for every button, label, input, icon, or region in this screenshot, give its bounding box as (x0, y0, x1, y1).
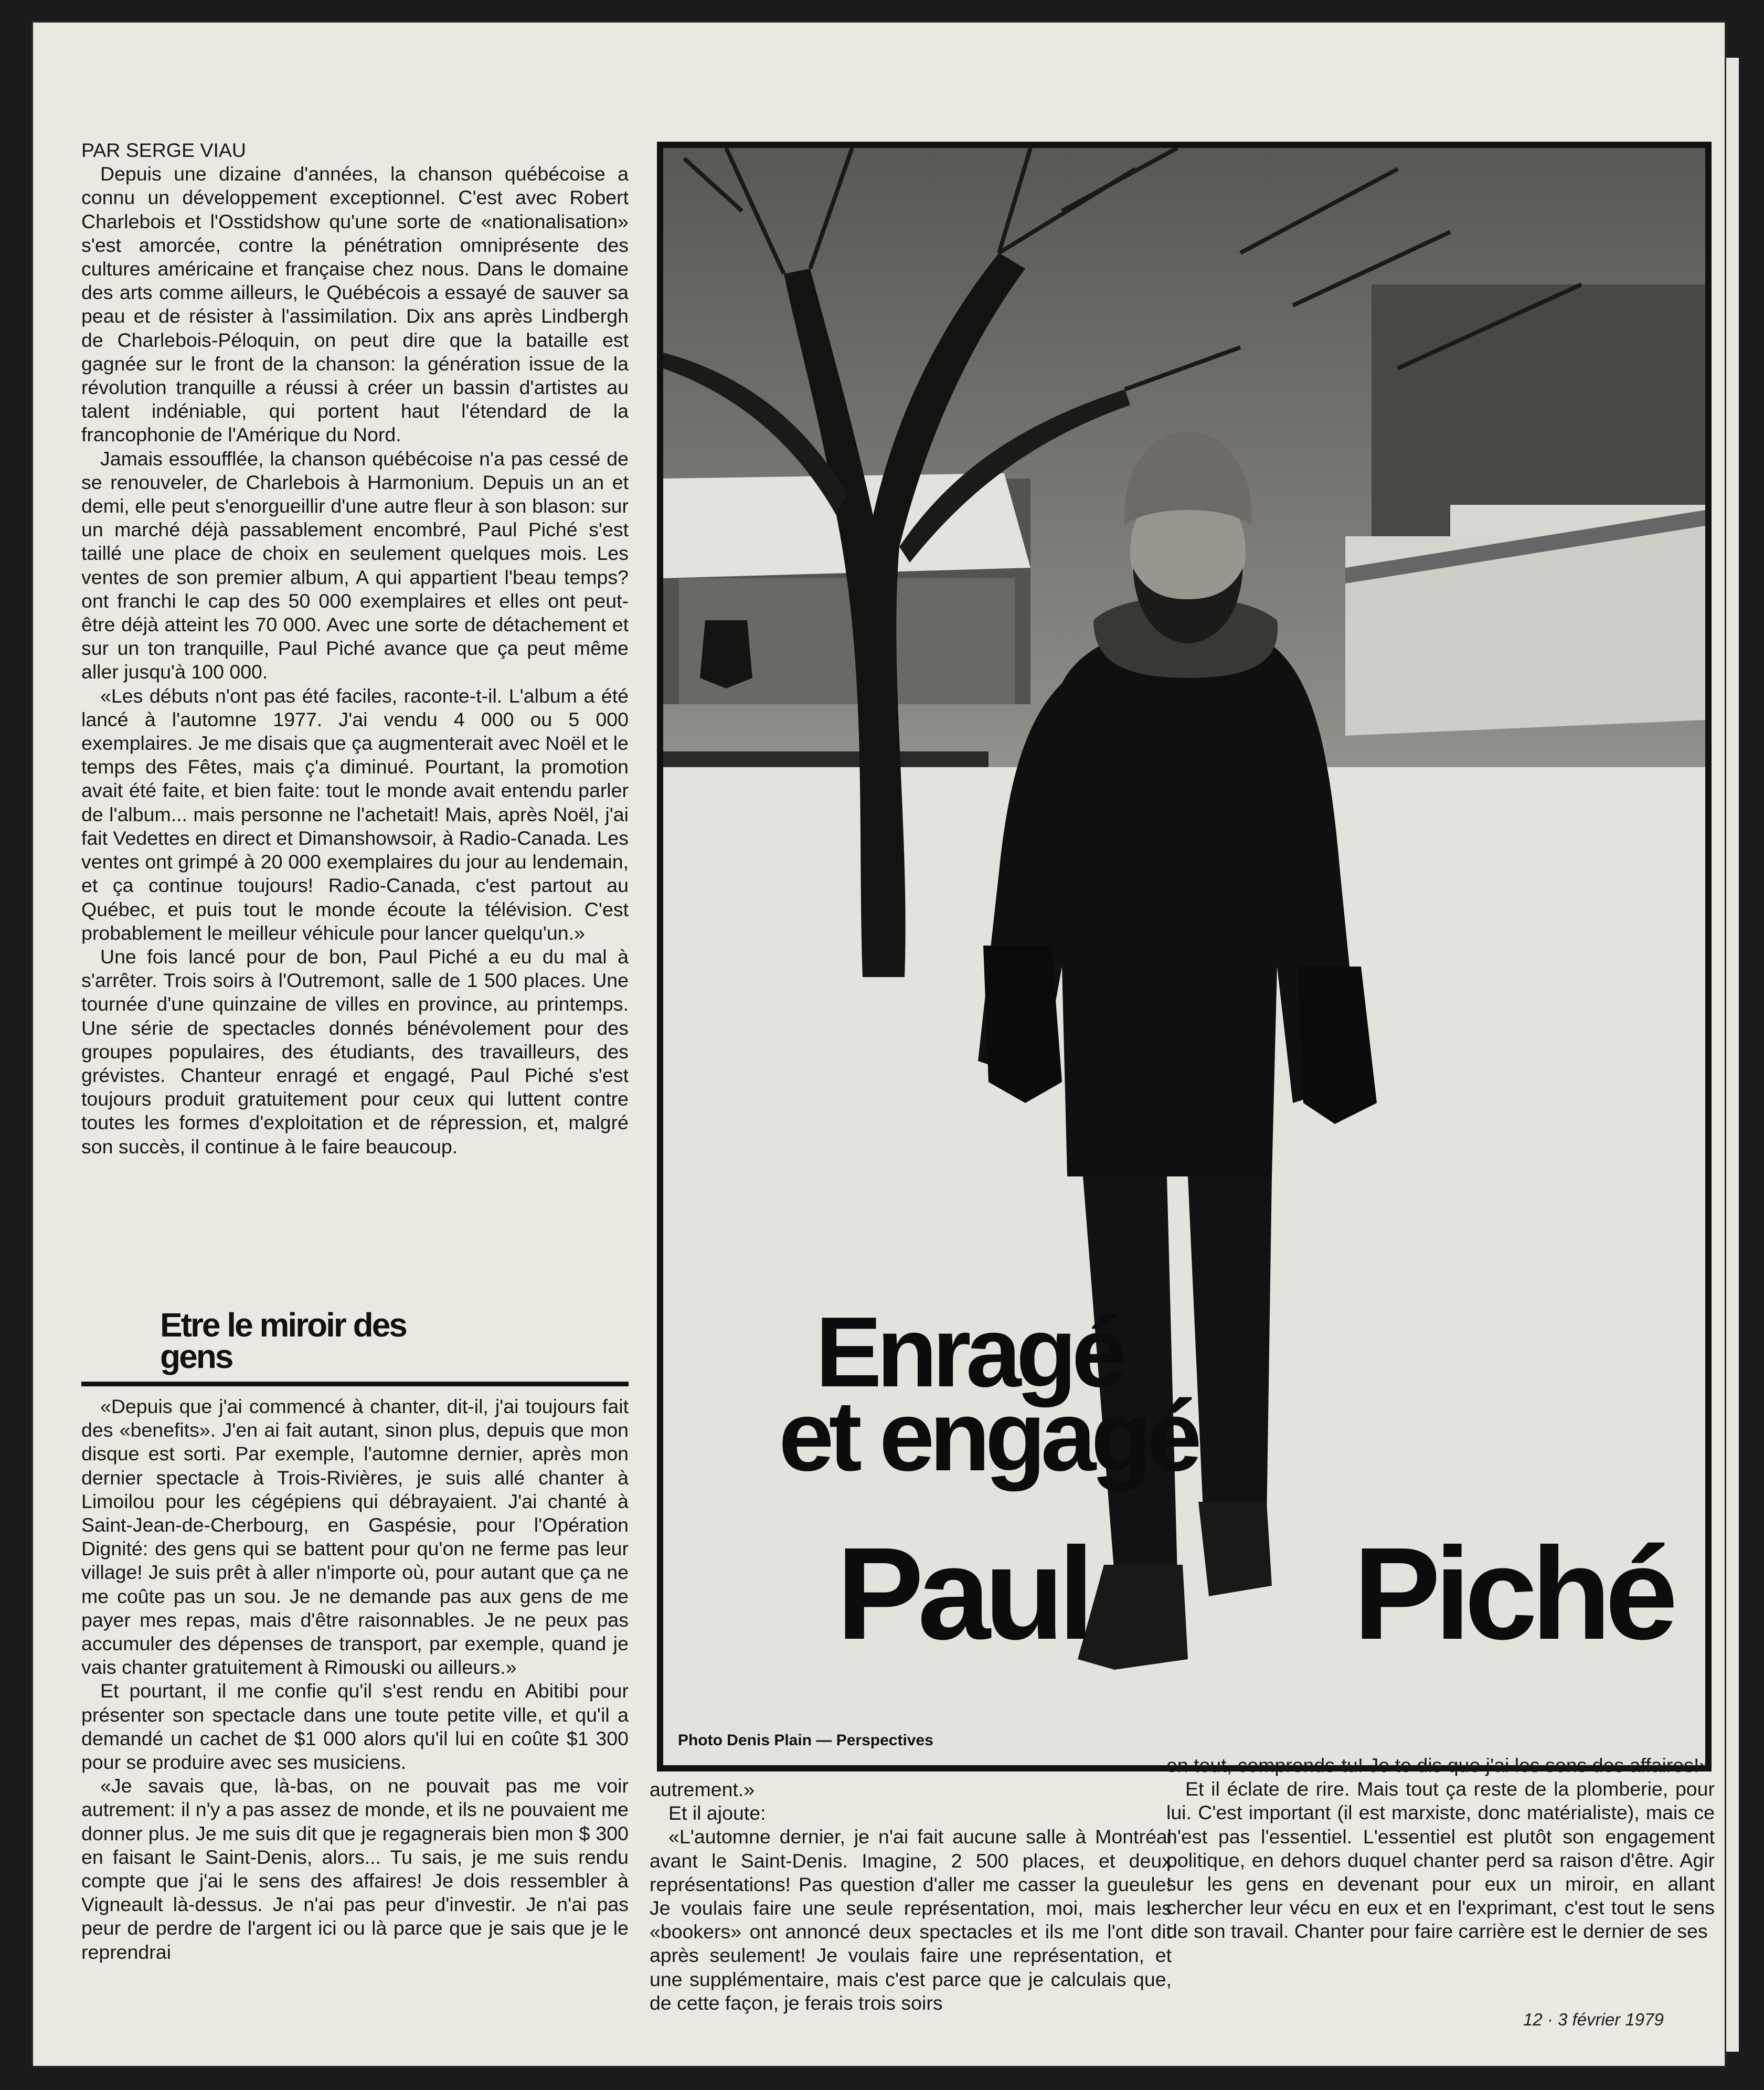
paragraph: Une fois lancé pour de bon, Paul Piché a eu du mal à s'arrêter. Trois soirs à l'Outremont, salle de 1 500 places. Une tournée d'une quinzaine de villes en province, au printemps. Une série de spectacles donnés bénévolement pour des groupes populaires, des étudiants, des travailleurs, des grévistes. Chanteur enragé et engagé, Paul Piché s'est toujours produit gratuitement pour ceux qui luttent contre toutes les formes d'exploitation et de répression, et, malgré son succès, il continue à le faire beaucoup. (81, 945, 629, 1158)
section-subhead (81, 1306, 629, 1388)
newspaper-page (31, 21, 1726, 2086)
paragraph: «Les débuts n'ont pas été faciles, raconte-t-il. L'album a été lancé à l'automne 1977. J'ai vendu 4 000 ou 5 000 exemplaires. Je me disais que ça augmenterait avec Noël et le temps des Fêtes, mais ç'a diminué. Pourtant, la promotion avait été faite, et bien faite: tout le monde avait entendu parler de l'album... mais personne ne l'achetait! Mais, après Noël, j'ai fait Vedettes en direct et Dimanshowsoir, à Radio-Canada. Les ventes ont grimpé à 20 000 exemplaires du jour au lendemain, et ça continue toujours! Radio-Canada, c'est partout au Québec, et puis tout le monde écoute la télévision. C'est probablement le meilleur véhicule pour lancer quelqu'un.» (81, 684, 629, 944)
paragraph: «Je savais que, là-bas, on ne pouvait pas me voir autrement: il n'y a pas assez de monde, et ils ne pouvaient me donner plus. Je me suis dit que je regagnerais bien mon $ 300 en faisant le Saint-Denis, alors... Tu sais, je me suis rendu compte que j'ai le sens des affaires! Je dois ressembler à Vigneault là-dessus. Je n'ai pas peur d'investir. Je n'ai pas peur de perdre de l'argent ici ou là parce que je sais que je le reprendrai (81, 1775, 629, 1963)
headline (779, 1297, 1197, 1492)
byline: PAR SERGE VIAU (81, 139, 246, 161)
folio-left: 3 février 1979 · 15 (89, 2066, 230, 2086)
headline-line-1: Enragé (815, 1297, 1122, 1408)
paragraph: Jamais essoufflée, la chanson québécoise n'a pas cessé de se renouveler, de Charlebois à Harmonium. Depuis un an et demi, elle peut s'enorgueillir d'une autre fleur à son blason: sur un marché déjà passablement encombré, Paul Piché s'est taillé une place de choix en seulement quelques mois. Les ventes de son premier album, A qui appartient l'beau temps? ont franchi le cap des 50 000 exemplaires et elles ont peut-être déjà atteint les 70 000. Avec une sorte de détachement et sur un ton tranquille, Paul Piché avance que ça peut même aller jusqu'à 100 000. (81, 447, 629, 683)
name-last: Piché (1353, 1520, 1672, 1667)
article-column-right (1166, 1754, 1715, 1944)
photo-frame (657, 142, 1712, 1771)
headline-line-2: et engagé (779, 1381, 1197, 1492)
name-first: Paul (836, 1520, 1088, 1667)
paragraph: Et il éclate de rire. Mais tout ça reste de la plomberie, pour lui. C'est important (il est marxiste, donc matérialiste), mais ce n'est pas l'essentiel. L'essentiel est plutôt son engagement politique, en dehors duquel chanter perd sa raison d'être. Agir sur les gens en devenant pour eux un miroir, en allant chercher leur vécu en eux et en l'exprimant, c'est tout le sens de son travail. Chanter pour faire carrière est le dernier de ses (1166, 1778, 1715, 1943)
paragraph: autrement.» (650, 1778, 755, 1800)
paragraph: Et il ajoute: (668, 1802, 766, 1824)
photo-credit: Photo Denis Plain — Perspectives (678, 1732, 933, 1749)
subhead-rule (81, 1382, 629, 1386)
article-column-middle (650, 1778, 1172, 2015)
portrait-photo (663, 148, 1705, 1765)
paragraph: «L'automne dernier, je n'ai fait aucune salle à Montréal avant le Saint-Denis. Imagine, 2 500 places, et deux représentations! Pas question d'aller me casser la gueule! Je voulais faire une seule représentation, moi, mais les «bookers» ont annoncé deux spectacles et ils me l'ont dit après seulement! Je voulais faire une représentation, et une supplémentaire, mais c'est parce que je calculais que, de cette façon, je ferais trois soirs (650, 1826, 1172, 2014)
article-column-left-lower (81, 1395, 629, 1964)
folio-right: 12 · 3 février 1979 (1523, 2010, 1664, 2029)
subhead-title: Etre le miroir des gens (160, 1306, 406, 1375)
paragraph: Depuis une dizaine d'années, la chanson québécoise a connu un développement exceptionnel. C'est avec Robert Charlebois et l'Osstidshow qu'une sorte de «nationalisation» s'est amorcée, contre la pénétration omniprésente des cultures américaine et française chez nous. Dans le domaine des arts comme ailleurs, le Québécois a essayé de sauver sa peau et de résister à l'assimilation. Dix ans après Lindbergh de Charlebois-Péloquin, on peut dire que la bataille est gagnée sur le front de la chanson: la génération issue de la révolution tranquille a réussi à créer un bassin d'artistes au talent indéniable, qui portent haut l'étendard de la francophonie de l'Amérique du Nord. (81, 163, 629, 446)
paragraph: «Depuis que j'ai commencé à chanter, dit-il, j'ai toujours fait des «benefits». J'en ai fait autant, sinon plus, depuis que mon disque est sorti. Par exemple, l'automne dernier, après mon dernier spectacle à Trois-Rivières, je suis allé chanter à Limoilou pour les cégépiens qui débrayaient. J'ai chanté à Saint-Jean-de-Cherbourg, en Gaspésie, pour l'Opération Dignité: des gens qui se battent pour qu'on ne ferme pas leur village! Je suis prêt à aller n'importe où, pour autant que ça ne me coûte pas un sou. Je ne demande pas aux gens de me payer mes repas, mais d'être raisonnables. Je ne peux pas accumuler des dépenses de transport, par exemple, quand je vais chanter gratuitement à Rimouski ou ailleurs.» (81, 1395, 629, 1679)
paragraph: en tout, comprends-tu! Je te dis que j'ai les sens des affaires!» (1166, 1754, 1710, 1776)
paragraph: Et pourtant, il me confie qu'il s'est rendu en Abitibi pour présenter son spectacle dans une toute petite ville, et qu'il a demandé un cachet de $1 000 alors qu'il lui en coûte $1 300 pour se produire avec ses musiciens. (81, 1680, 629, 1774)
article-column-left (81, 139, 629, 1159)
